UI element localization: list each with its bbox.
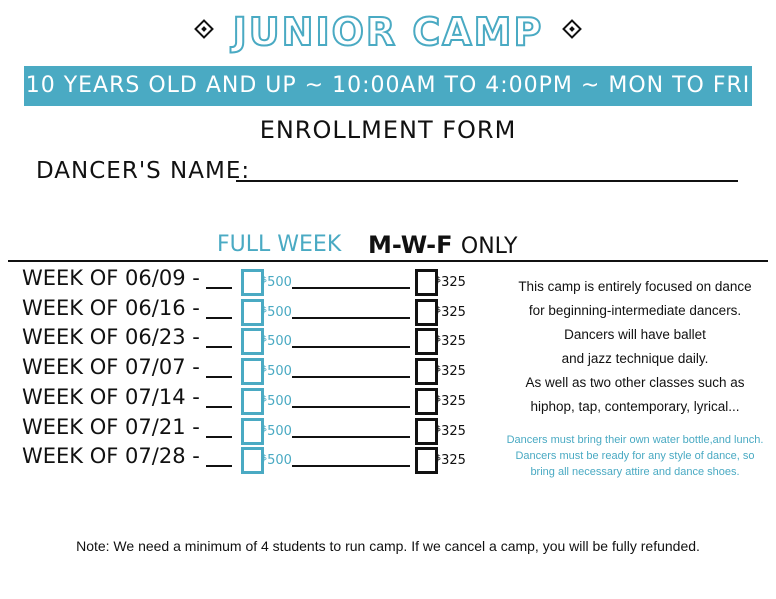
diamond-icon [194, 19, 214, 39]
footer-note: Note: We need a minimum of 4 students to run camp. If we cancel a camp, you will be fully refunded. [76, 538, 700, 554]
full-week-header: FULL WEEK [217, 232, 342, 257]
mwf-checkbox[interactable] [415, 328, 438, 355]
dancer-name-field[interactable] [236, 180, 738, 182]
full-week-price [262, 305, 292, 320]
separator-line [292, 465, 410, 467]
price-value: 500 [267, 393, 292, 409]
mwf-header-only: ONLY [460, 234, 518, 259]
price-value: 325 [441, 275, 466, 290]
currency-symbol: $ [436, 334, 442, 344]
mwf-checkbox[interactable] [415, 447, 438, 474]
full-week-price [262, 275, 292, 290]
description-line: and jazz technique daily. [561, 351, 709, 366]
description-line: Dancers will have ballet [564, 327, 706, 342]
full-week-price [262, 364, 292, 379]
mwf-price [436, 334, 466, 349]
currency-symbol: $ [436, 364, 442, 374]
week-row [22, 444, 482, 474]
price-value: 325 [441, 453, 466, 469]
camp-title: JUNIOR CAMP [0, 10, 776, 54]
full-week-checkbox[interactable] [241, 358, 264, 385]
separator-line [292, 287, 410, 289]
currency-symbol: $ [436, 423, 442, 433]
week-row [22, 385, 482, 415]
description-line: hiphop, tap, contemporary, lyrical... [530, 399, 740, 414]
full-week-checkbox[interactable] [241, 388, 264, 415]
separator-line [292, 317, 410, 319]
full-week-checkbox[interactable] [241, 418, 264, 445]
currency-symbol: $ [262, 393, 268, 403]
currency-symbol: $ [262, 334, 268, 344]
week-row [22, 296, 482, 326]
price-value: 325 [441, 423, 466, 439]
mwf-price [436, 305, 466, 320]
price-value: 500 [267, 364, 292, 380]
currency-symbol: $ [436, 304, 442, 314]
currency-symbol: $ [262, 364, 268, 374]
price-value: 325 [441, 334, 466, 350]
price-value: 500 [267, 453, 292, 469]
full-week-checkbox[interactable] [241, 328, 264, 355]
full-week-price [262, 394, 292, 409]
full-week-checkbox[interactable] [241, 269, 264, 296]
currency-symbol: $ [262, 453, 268, 463]
week-label: WEEK OF 07/21 - [22, 414, 200, 439]
description-line: for beginning-intermediate dancers. [528, 303, 742, 318]
initials-field[interactable] [206, 317, 232, 319]
initials-field[interactable] [206, 346, 232, 348]
separator-line [292, 376, 410, 378]
currency-symbol: $ [262, 275, 268, 284]
camp-description [500, 275, 770, 419]
price-value: 500 [267, 275, 292, 290]
mwf-price [436, 394, 466, 409]
week-row [22, 415, 482, 445]
diamond-icon [562, 19, 582, 39]
price-value: 500 [267, 334, 292, 350]
week-row [22, 266, 482, 296]
requirement-line: Dancers must bring their own water bottle,and lunch. [506, 434, 764, 446]
mwf-price [436, 453, 466, 468]
price-value: 500 [267, 423, 292, 439]
requirement-line: bring all necessary attire and dance shoes. [530, 466, 740, 478]
week-label: WEEK OF 07/28 - [22, 444, 200, 469]
mwf-checkbox[interactable] [415, 269, 438, 296]
separator-line [292, 346, 410, 348]
currency-symbol: $ [436, 453, 442, 463]
mwf-price [436, 364, 466, 379]
description-line: This camp is entirely focused on dance [518, 279, 752, 294]
description-line: As well as two other classes such as [525, 375, 745, 390]
mwf-header [368, 231, 517, 259]
currency-symbol: $ [262, 423, 268, 433]
full-week-checkbox[interactable] [241, 447, 264, 474]
currency-symbol: $ [436, 275, 442, 284]
week-label: WEEK OF 07/14 - [22, 384, 200, 409]
full-week-price [262, 424, 292, 439]
mwf-header-days: M-W-F [368, 231, 453, 259]
initials-field[interactable] [206, 376, 232, 378]
week-label: WEEK OF 06/16 - [22, 295, 200, 320]
initials-field[interactable] [206, 406, 232, 408]
info-banner: 10 YEARS OLD AND UP ~ 10:00AM TO 4:00PM ~ MON TO FRI [24, 66, 752, 106]
divider [8, 260, 768, 262]
currency-symbol: $ [436, 393, 442, 403]
requirements-note [500, 432, 770, 480]
week-row [22, 325, 482, 355]
week-label: WEEK OF 06/23 - [22, 325, 200, 350]
mwf-checkbox[interactable] [415, 418, 438, 445]
week-label: WEEK OF 07/07 - [22, 355, 200, 380]
mwf-price [436, 424, 466, 439]
initials-field[interactable] [206, 436, 232, 438]
full-week-checkbox[interactable] [241, 299, 264, 326]
separator-line [292, 436, 410, 438]
dancer-name-label: DANCER'S NAME: [36, 158, 251, 184]
initials-field[interactable] [206, 287, 232, 289]
mwf-checkbox[interactable] [415, 299, 438, 326]
week-row [22, 355, 482, 385]
full-week-price [262, 453, 292, 468]
mwf-price [436, 275, 466, 290]
mwf-checkbox[interactable] [415, 358, 438, 385]
price-value: 325 [441, 393, 466, 409]
requirement-line: Dancers must be ready for any style of dance, so [515, 450, 755, 462]
currency-symbol: $ [262, 304, 268, 314]
initials-field[interactable] [206, 465, 232, 467]
price-value: 325 [441, 364, 466, 380]
mwf-checkbox[interactable] [415, 388, 438, 415]
week-label: WEEK OF 06/09 - [22, 266, 200, 290]
separator-line [292, 406, 410, 408]
full-week-price [262, 334, 292, 349]
price-value: 325 [441, 304, 466, 320]
price-value: 500 [267, 304, 292, 320]
form-heading: ENROLLMENT FORM [259, 116, 517, 144]
